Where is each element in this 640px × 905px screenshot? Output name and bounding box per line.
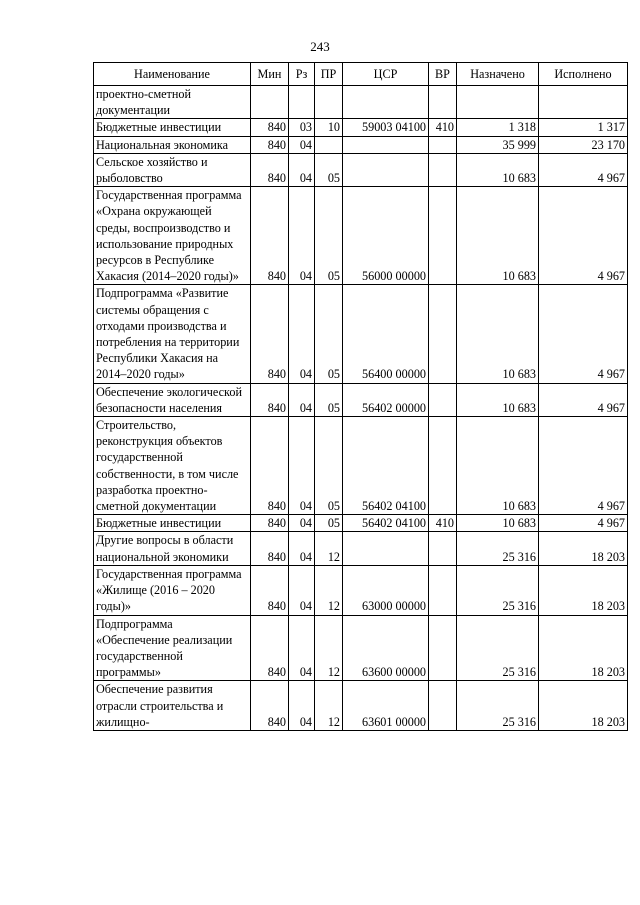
table-row [94, 532, 628, 565]
table-row [94, 383, 628, 416]
row-min: 840 [251, 136, 289, 153]
table-row [94, 119, 628, 136]
row-executed: 23 170 [539, 136, 628, 153]
row-min: 840 [251, 285, 289, 383]
row-name: Сельское хозяйство и рыболовство [94, 153, 251, 186]
row-csr: 56402 04100 [343, 515, 429, 532]
row-assigned: 10 683 [457, 187, 539, 285]
row-name: Государственная программа «Охрана окружающей среды, воспроизводство и использование природных ресурсов в Республике Хакасия (2014–2020 годы)» [94, 187, 251, 285]
page-number: 243 [310, 39, 330, 54]
row-csr [343, 153, 429, 186]
row-executed: 4 967 [539, 417, 628, 515]
row-executed: 18 203 [539, 565, 628, 615]
row-assigned: 10 683 [457, 515, 539, 532]
row-name: Национальная экономика [94, 136, 251, 153]
row-executed: 4 967 [539, 285, 628, 383]
table-row [94, 515, 628, 532]
row-name: Обеспечение развития отрасли строительства и жилищно- [94, 681, 251, 731]
row-assigned: 10 683 [457, 383, 539, 416]
row-min: 840 [251, 417, 289, 515]
row-vr [429, 417, 457, 515]
row-min: 840 [251, 565, 289, 615]
row-rz [289, 86, 315, 119]
row-csr: 56402 00000 [343, 383, 429, 416]
row-assigned: 1 318 [457, 119, 539, 136]
table-row [94, 565, 628, 615]
row-min [251, 86, 289, 119]
row-rz: 04 [289, 153, 315, 186]
row-executed: 18 203 [539, 532, 628, 565]
row-executed: 1 317 [539, 119, 628, 136]
row-rz: 04 [289, 532, 315, 565]
row-pr: 10 [315, 119, 343, 136]
row-name: Бюджетные инвестиции [94, 119, 251, 136]
row-vr: 410 [429, 515, 457, 532]
row-min: 840 [251, 615, 289, 681]
row-vr [429, 681, 457, 731]
row-csr [343, 532, 429, 565]
table-row [94, 187, 628, 285]
column-header-name: Наименование [94, 63, 251, 86]
row-rz: 04 [289, 615, 315, 681]
row-vr [429, 187, 457, 285]
row-pr: 05 [315, 515, 343, 532]
row-vr [429, 86, 457, 119]
row-min: 840 [251, 187, 289, 285]
row-csr: 56402 04100 [343, 417, 429, 515]
row-csr: 63000 00000 [343, 565, 429, 615]
row-min: 840 [251, 515, 289, 532]
row-pr: 12 [315, 565, 343, 615]
row-name: Бюджетные инвестиции [94, 515, 251, 532]
row-vr [429, 615, 457, 681]
row-csr: 63601 00000 [343, 681, 429, 731]
table-row [94, 285, 628, 383]
table-row [94, 153, 628, 186]
table-row [94, 681, 628, 731]
row-rz: 04 [289, 681, 315, 731]
row-min: 840 [251, 153, 289, 186]
row-min: 840 [251, 383, 289, 416]
table-row [94, 86, 628, 119]
row-name: Государственная программа «Жилище (2016 – 2020 годы)» [94, 565, 251, 615]
row-csr: 56000 00000 [343, 187, 429, 285]
row-assigned: 35 999 [457, 136, 539, 153]
row-pr [315, 86, 343, 119]
row-executed: 18 203 [539, 681, 628, 731]
row-pr: 05 [315, 383, 343, 416]
row-pr: 12 [315, 615, 343, 681]
row-executed: 18 203 [539, 615, 628, 681]
row-executed [539, 86, 628, 119]
column-header-assigned: Назначено [457, 63, 539, 86]
row-vr [429, 285, 457, 383]
row-rz: 04 [289, 187, 315, 285]
column-header-csr: ЦСР [343, 63, 429, 86]
row-assigned: 25 316 [457, 532, 539, 565]
row-csr: 59003 04100 [343, 119, 429, 136]
row-rz: 04 [289, 383, 315, 416]
row-csr: 63600 00000 [343, 615, 429, 681]
row-executed: 4 967 [539, 515, 628, 532]
row-assigned: 10 683 [457, 285, 539, 383]
row-name: Обеспечение экологической безопасности населения [94, 383, 251, 416]
row-assigned: 25 316 [457, 565, 539, 615]
row-rz: 04 [289, 285, 315, 383]
row-assigned: 10 683 [457, 417, 539, 515]
row-min: 840 [251, 119, 289, 136]
row-name: Подпрограмма «Развитие системы обращения с отходами производства и потребления на территории Республики Хакасия на 2014–2020 годы» [94, 285, 251, 383]
row-vr [429, 565, 457, 615]
row-assigned: 25 316 [457, 681, 539, 731]
table-row [94, 615, 628, 681]
row-name: проектно-сметной документации [94, 86, 251, 119]
table-row [94, 136, 628, 153]
row-csr: 56400 00000 [343, 285, 429, 383]
row-vr: 410 [429, 119, 457, 136]
budget-table [93, 62, 628, 731]
row-pr: 05 [315, 285, 343, 383]
row-pr [315, 136, 343, 153]
row-name: Другие вопросы в области национальной экономики [94, 532, 251, 565]
column-header-rz: Рз [289, 63, 315, 86]
row-pr: 05 [315, 417, 343, 515]
row-vr [429, 153, 457, 186]
row-rz: 04 [289, 136, 315, 153]
row-pr: 05 [315, 187, 343, 285]
column-header-min: Мин [251, 63, 289, 86]
row-executed: 4 967 [539, 153, 628, 186]
row-min: 840 [251, 532, 289, 565]
row-csr [343, 86, 429, 119]
row-assigned [457, 86, 539, 119]
column-header-executed: Исполнено [539, 63, 628, 86]
row-pr: 12 [315, 532, 343, 565]
column-header-pr: ПР [315, 63, 343, 86]
row-vr [429, 136, 457, 153]
table-row [94, 417, 628, 515]
column-header-vr: ВР [429, 63, 457, 86]
table-header-row [94, 63, 628, 86]
row-name: Подпрограмма «Обеспечение реализации государственной программы» [94, 615, 251, 681]
row-rz: 03 [289, 119, 315, 136]
row-pr: 12 [315, 681, 343, 731]
row-rz: 04 [289, 565, 315, 615]
row-vr [429, 532, 457, 565]
row-pr: 05 [315, 153, 343, 186]
row-min: 840 [251, 681, 289, 731]
row-csr [343, 136, 429, 153]
row-vr [429, 383, 457, 416]
row-name: Строительство, реконструкция объектов государственной собственности, в том числе разработка проектно-сметной документации [94, 417, 251, 515]
row-executed: 4 967 [539, 383, 628, 416]
row-rz: 04 [289, 515, 315, 532]
row-assigned: 25 316 [457, 615, 539, 681]
row-assigned: 10 683 [457, 153, 539, 186]
row-executed: 4 967 [539, 187, 628, 285]
row-rz: 04 [289, 417, 315, 515]
